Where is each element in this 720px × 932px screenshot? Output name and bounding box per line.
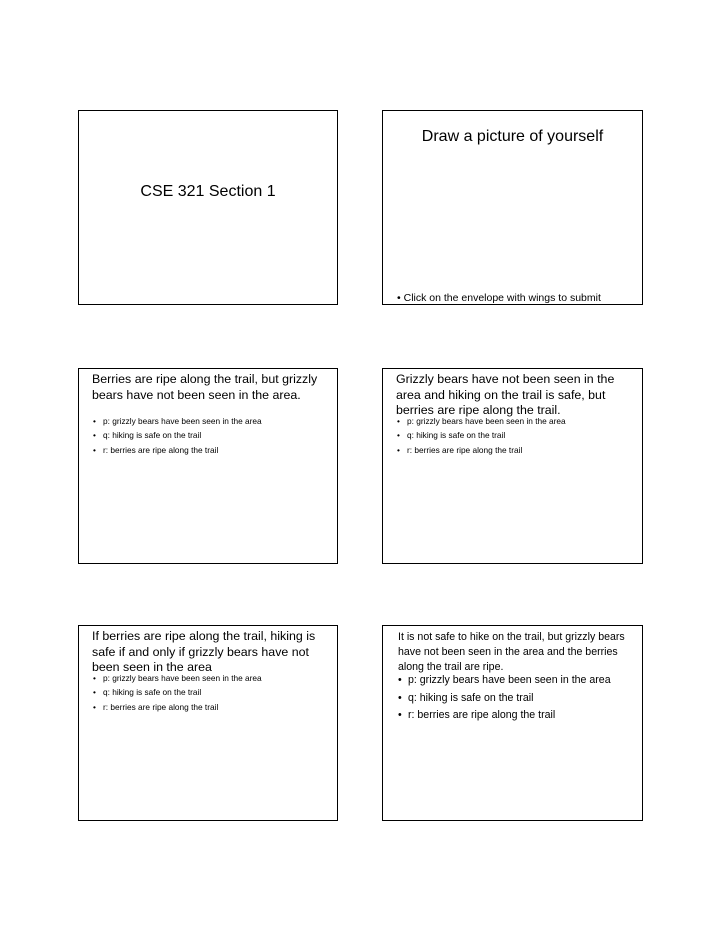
bullet-item — [93, 687, 327, 697]
bullet-item — [93, 430, 327, 440]
bullet-item — [397, 430, 632, 440]
bullet-text: q: hiking is safe on the trail — [408, 691, 534, 704]
bullet-dot: • — [93, 701, 96, 712]
bullet-text: q: hiking is safe on the trail — [407, 430, 506, 441]
bullet-text: r: berries are ripe along the trail — [407, 444, 523, 455]
bullet-item — [93, 673, 327, 683]
bullet-dot: • — [397, 416, 400, 426]
bullet-dot: • — [93, 416, 96, 426]
bullet-item — [398, 674, 632, 687]
bullet-text: q: hiking is safe on the trail — [103, 430, 202, 441]
bullet-text: r: berries are ripe along the trail — [408, 709, 556, 722]
bullet-list — [93, 416, 327, 459]
bullet-dot: • — [93, 673, 96, 683]
bullet-list — [398, 674, 632, 727]
bullet-item — [397, 416, 632, 426]
bullet-text: p: grizzly bears have been seen in the area — [407, 416, 566, 426]
slide-3 — [78, 368, 338, 564]
bullet-dot: • — [398, 674, 402, 686]
slide-title: CSE 321 Section 1 — [140, 183, 276, 200]
slide-5 — [78, 625, 338, 821]
slide-2 — [382, 110, 643, 305]
bullet-text: r: berries are ripe along the trail — [103, 701, 219, 712]
bullet-text: p: grizzly bears have been seen in the area — [103, 673, 262, 683]
slide-6 — [382, 625, 643, 821]
bullet-dot: • — [398, 691, 402, 704]
bullet-dot: • — [398, 709, 402, 722]
slide-heading: Berries are ripe along the trail, but grizzly bears have not been seen in the area. — [92, 372, 318, 402]
bullet-item — [397, 445, 632, 455]
bullet-dot: • — [93, 687, 96, 698]
slide-1 — [78, 110, 338, 305]
slide-title: Draw a picture of yourself — [421, 128, 604, 145]
slide-heading: Grizzly bears have not been seen in the area and hiking on the trail is safe, but berries are ripe along the trail. — [396, 372, 615, 417]
bullet-text: Click on the envelope with wings to submit — [403, 292, 601, 304]
bullet-text: q: hiking is safe on the trail — [103, 687, 202, 698]
slide-4 — [382, 368, 643, 564]
slide-heading: If berries are ripe along the trail, hiking is safe if and only if grizzly bears have not been seen in the area — [92, 629, 316, 674]
bullet-dot: • — [93, 430, 96, 441]
bullet-dot: • — [397, 430, 400, 441]
bullet-text: r: berries are ripe along the trail — [103, 444, 219, 455]
slide-heading: It is not safe to hike on the trail, but grizzly bears have not been seen in the area and the berries along the trail are ripe. — [398, 631, 625, 673]
bullet-dot: • — [397, 444, 400, 455]
bullet-item — [398, 692, 632, 705]
bullet-item — [93, 416, 327, 426]
bullet-list — [93, 673, 327, 716]
bullet-item — [93, 445, 327, 455]
bullet-dot: • — [397, 292, 401, 304]
bullet-text: p: grizzly bears have been seen in the area — [408, 674, 611, 686]
bullet-text: p: grizzly bears have been seen in the area — [103, 416, 262, 426]
bullet-item — [397, 292, 601, 305]
bullet-item — [398, 709, 632, 722]
bullet-list — [397, 416, 632, 459]
bullet-dot: • — [93, 444, 96, 455]
bullet-item — [93, 702, 327, 712]
